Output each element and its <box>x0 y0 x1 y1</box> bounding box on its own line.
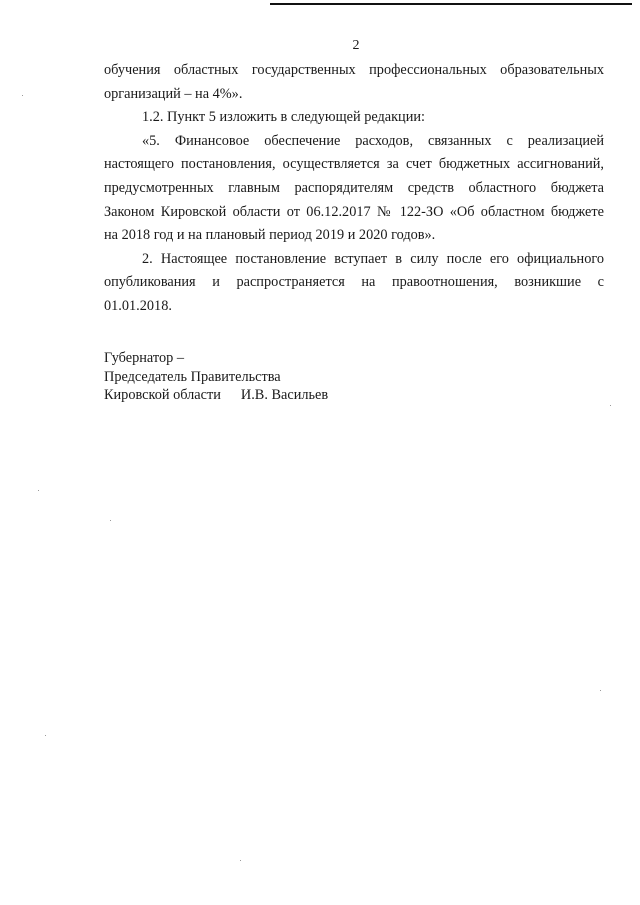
paragraph-continuation <box>104 59 604 106</box>
text-line: Законом Кировской области от 06.12.2017 № 122-ЗО «Об областном бюджете <box>104 203 604 220</box>
signatory-region: Кировской области <box>104 387 221 403</box>
paragraph-item-1-2 <box>104 106 604 130</box>
scan-speck <box>45 735 46 736</box>
text-line: опубликования и распространяется на правоотношения, возникшие с <box>104 274 604 291</box>
text-line: «5. Финансовое обеспечение расходов, связанных с реализацией <box>142 132 604 149</box>
text-line: на 2018 год и на плановый период 2019 и 2020 годов». <box>104 227 436 244</box>
text-line: 1.2. Пункт 5 изложить в следующей редакции: <box>142 109 425 126</box>
scan-speck <box>22 95 23 96</box>
signatory-title-line: Председатель Правительства <box>104 368 281 385</box>
scan-speck <box>240 860 241 861</box>
scan-speck <box>38 490 39 491</box>
paragraph-item-2 <box>104 248 604 319</box>
document-body <box>104 59 604 319</box>
signatory-name: И.В. Васильев <box>240 387 329 403</box>
text-line: 01.01.2018. <box>104 297 172 314</box>
scan-edge-line <box>270 3 632 5</box>
text-line: 2. Настоящее постановление вступает в силу после его официального <box>142 250 604 267</box>
signature-block <box>104 349 328 405</box>
text-line: предусмотренных главным распорядителям средств областного бюджета <box>104 179 604 196</box>
paragraph-point-5 <box>104 130 604 248</box>
signatory-title-line <box>104 386 328 405</box>
page-number: 2 <box>352 38 360 53</box>
scan-speck <box>110 520 111 521</box>
text-line: организаций – на 4%». <box>104 85 243 102</box>
scan-speck <box>610 405 611 406</box>
scan-speck <box>600 690 601 691</box>
text-line: настоящего постановления, осуществляется за счет бюджетных ассигнований, <box>104 156 604 173</box>
signatory-title-line: Губернатор – <box>104 350 184 366</box>
text-line: обучения областных государственных профессиональных образовательных <box>104 62 604 78</box>
